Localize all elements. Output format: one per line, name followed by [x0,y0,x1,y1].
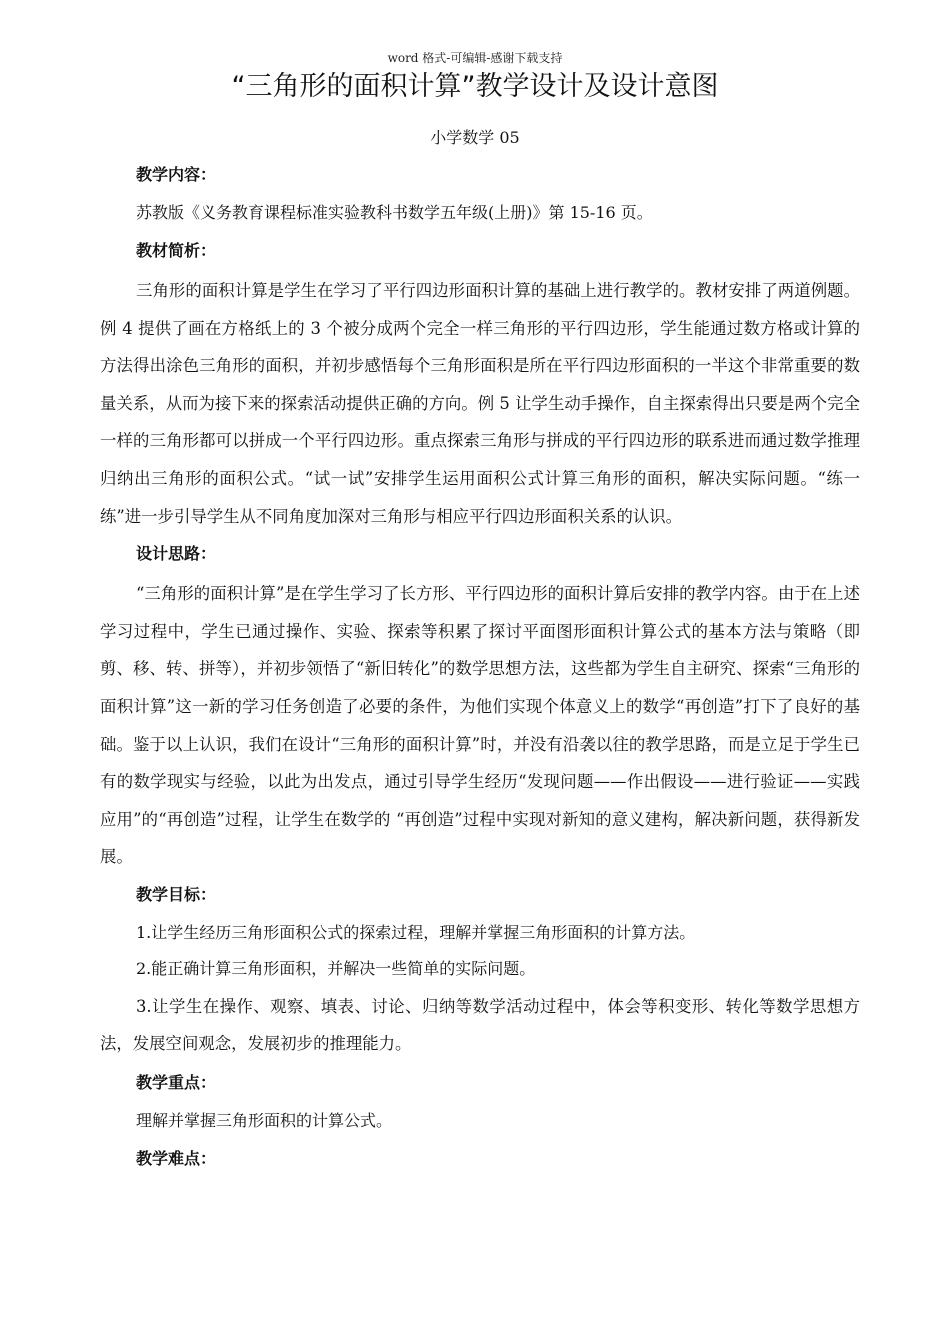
section-heading-analysis: 教材简析： [136,241,217,260]
section-heading-content: 教学内容： [136,165,217,184]
section-heading-difficulty: 教学难点： [136,1148,217,1168]
document-subtitle: 小学数学 05 [430,128,520,147]
section-text-design: “三角形的面积计算”是在学生学习了长方形、平行四边形的面积计算后安排的教学内容。由于在上述学习过程中，学生已通过操作、实验、探索等积累了探讨平面图形面积计算公式的基本方法与策略（即剪、移、转、拼等），并初步领悟了“新旧转化”的数学思想方法，这些都为学生自主研究、探索“三角形的面积计算”这一新的学习任务创造了必要的条件，为他们实现个体意义上的数学“再创造”打下了良好的基础。鉴于以上认识，我们在设计“三角形的面积计算”时，并没有沿袭以往的教学思路，而是立足于学生已有的数学现实与经验，以此为出发点，通过引导学生经历“发现问题——作出假设——进行验证——实践应用”的“再创造”过程，让学生在数学的 “再创造”过程中实现对新知的意义建构，解决新问题，获得新发展。 [100,584,860,867]
goal-item-2: 2.能正确计算三角形面积，并解决一些简单的实际问题。 [136,958,536,978]
section-text-analysis: 三角形的面积计算是学生在学习了平行四边形面积计算的基础上进行教学的。教材安排了两道例题。例 4 提供了画在方格纸上的 3 个被分成两个完全一样三角形的平行四边形，学生能通过数方格或计算的方法得出涂色三角形的面积，并初步感悟每个三角形面积是所在平行四边形面积的一半这个非常重要的数量关系，从而为接下来的探索活动提供正确的方向。例 5 让学生动手操作，自主探索得出只要是两个完全一样的三角形都可以拼成一个平行四边形。重点探索三角形与拼成的平行四边形的联系进而通过数学推理归纳出三角形的面积公式。“试一试”安排学生运用面积公式计算三角形的面积，解决实际问题。“练一练”进一步引导学生从不同角度加深对三角形与相应平行四边形面积关系的认识。 [100,281,860,526]
goal-item-1: 1.让学生经历三角形面积公式的探索过程，理解并掌握三角形面积的计算方法。 [136,922,696,942]
document-title: “三角形的面积计算”教学设计及设计意图 [231,71,719,102]
document-body [100,160,860,1180]
watermark-text: word 格式-可编辑-感谢下载支持 [387,51,563,65]
section-heading-goals: 教学目标： [136,884,217,904]
section-text-content: 苏教版《义务教育课程标准实验教科书数学五年级(上册)》第 15-16 页。 [136,203,653,222]
section-heading-design: 设计思路： [136,544,217,564]
goal-item-3: 3.让学生在操作、观察、填表、讨论、归纳等数学活动过程中，体会等积变形、转化等数学思想方法，发展空间观念，发展初步的推理能力。 [100,996,860,1053]
section-text-key: 理解并掌握三角形面积的计算公式。 [136,1110,393,1130]
section-heading-key: 教学重点： [136,1072,217,1092]
